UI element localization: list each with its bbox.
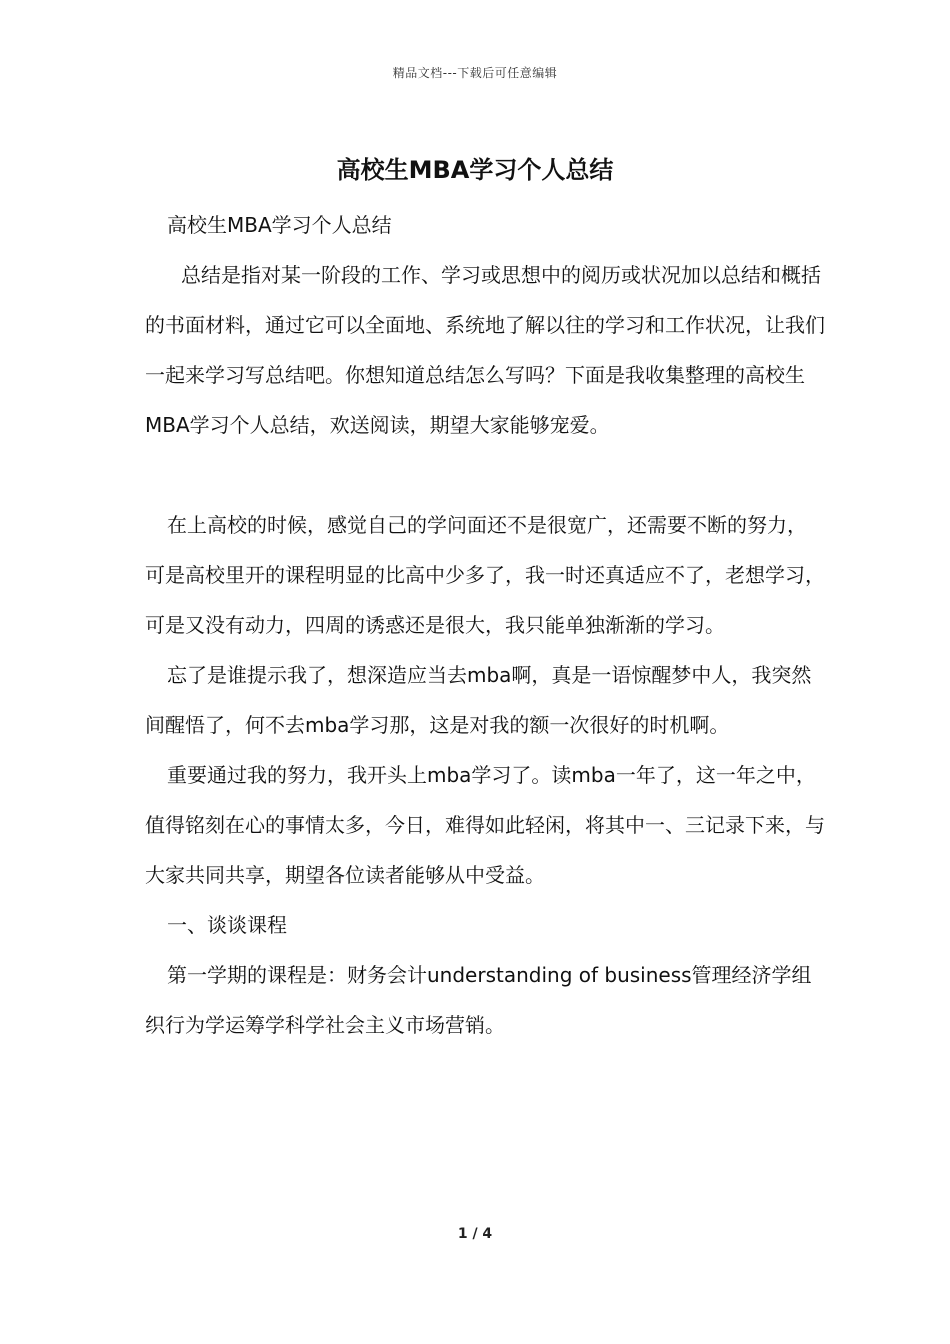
body-paragraph: 第一学期的课程是：财务会计understanding of business管理经济学组织行为学运筹学科学社会主义市场营销。: [145, 963, 812, 1037]
page-number: 1 / 4: [457, 1226, 493, 1242]
subtitle-paragraph: 高校生MBA学习个人总结: [167, 213, 392, 237]
document-title: 高校生MBA学习个人总结: [336, 156, 614, 184]
body-paragraph: 忘了是谁提示我了，想深造应当去mba啊，真是一语惊醒梦中人，我突然间醒悟了，何不去mba学习那，这是对我的额一次很好的时机啊。: [145, 663, 812, 737]
body-paragraph: 在上高校的时候，感觉自己的学问面还不是很宽广，还需要不断的努力，可是高校里开的课程明显的比高中少多了，我一时还真适应不了，老想学习，可是又没有动力，四周的诱惑还是很大，我只能单独渐渐的学习。: [145, 513, 825, 637]
body-paragraph: 重要通过我的努力，我开头上mba学习了。读mba一年了，这一年之中，值得铭刻在心的事情太多，今日，难得如此轻闲，将其中一、三记录下来，与大家共同共享，期望各位读者能够从中受益。: [145, 763, 825, 887]
intro-paragraph: 总结是指对某一阶段的工作、学习或思想中的阅历或状况加以总结和概括的书面材料，通过它可以全面地、系统地了解以往的学习和工作状况，让我们一起来学习写总结吧。你想知道总结怎么写吗？下面是我收集整理的高校生MBA学习个人总结，欢送阅读，期望大家能够宠爱。: [145, 263, 825, 437]
page-header: 精品文档---下载后可任意编辑: [392, 66, 558, 80]
section-heading: 一、谈谈课程: [167, 913, 287, 937]
document-body: [145, 200, 825, 1050]
